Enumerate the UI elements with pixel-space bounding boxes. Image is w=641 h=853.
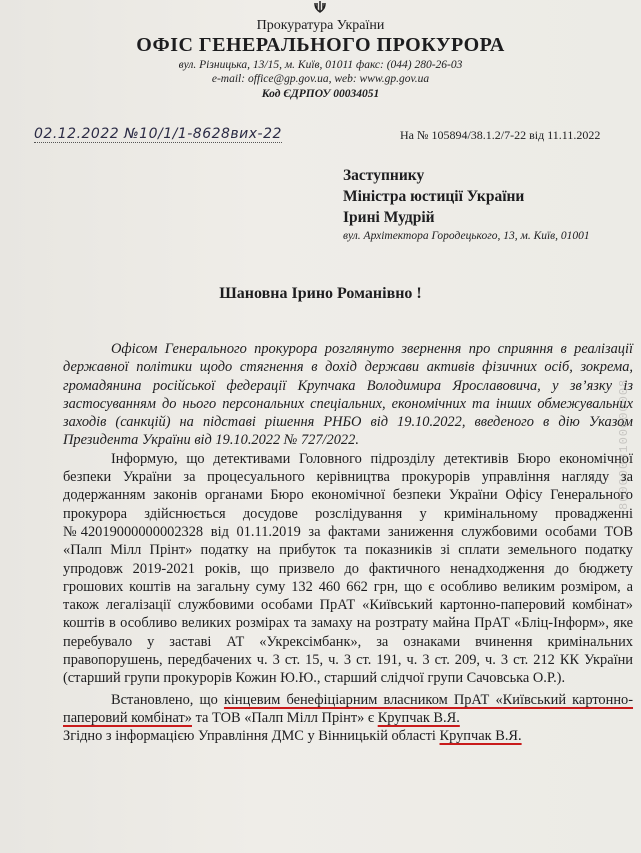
paragraph-3-start: Встановлено, що <box>111 691 224 708</box>
addressee-ministry: Міністра юстиції України <box>343 188 525 205</box>
org-name: Прокуратура України <box>256 18 385 33</box>
highlight-name-2: Крупчак В.Я. <box>439 728 522 745</box>
addressee-name: Ірині Мудрій <box>343 209 435 226</box>
office-title: ОФІС ГЕНЕРАЛЬНОГО ПРОКУРОРА <box>136 34 505 56</box>
office-code: Код ЄДРПОУ 00034051 <box>261 88 380 100</box>
handwritten-outgoing-number: 02.12.2022 №10/1/1-8628вих-22 <box>34 126 282 142</box>
reference-number: На № 105894/38.1.2/7-22 від 11.11.2022 <box>400 128 601 142</box>
paragraph-1: Офісом Генерального прокурора розглянуто звернення про сприяння в реалізації державної політики щодо стягнення в дохід держави активів фізичних осіб, зокрема, громадянина російської федерації Крупчака Володимира Ярославовича, у зв’язку із застосуванням до нього персональних спеціальних, економічних та інших обмежувальних заходів (санкцій) на підставі рішення РНБО від 19.10.2022, введеного в дію Указом Президента України від 19.10.2022 № 727/2022. <box>63 341 633 449</box>
salutation: Шановна Ірино Романівно ! <box>219 285 422 302</box>
paragraph-3 <box>63 691 633 746</box>
highlight-beneficiary: кінцевим бенефіціарним власником ПрАТ «Київський картонно-паперовий комбінат» <box>63 691 634 726</box>
trident-emblem-icon <box>311 0 329 14</box>
letter-body <box>63 340 633 746</box>
paragraph-2: Інформую, що детективами Головного підрозділу детективів Бюро економічної безпеки України за процесуального керівництва прокурорів управління нагляду за додержанням законів органами Бюро економічної безпеки України Офісу Генерального прокурора здійснюється досудове розслідування у кримінальному провадженні №42019000000002328 від 01.11.2019 за фактами заниження службовими особами ТОВ «Палп Мілл Прінт» податку на прибуток та показників зі сплати земельного податку упродовж 2019-2021 років, що призвело до фактичного ненадходження до бюджету грошових коштів на загальну суму 132 460 662 грн, що є особливо великим розміром, а також легалізації службовими особами ПрАТ «Київський картонно-паперовий комбінат» коштів в особливо великих розмірах та замаху на розтрату майна ПрАТ «Бліц-Інформ», яке перебувало у заставі АТ «Укрексімбанк», за ознаками вчинення кримінальних правопорушень, передбачених ч. 3 ст. 15, ч. 3 ст. 191, ч. 3 ст. 209, ч. 3 ст. 212 КК України (старший групи прокурорів Кожин Ю.Ю., старший слідчої групи Сачовська О.Р.). <box>63 450 633 687</box>
office-address: вул. Різницька, 13/15, м. Київ, 01011 факс: (044) 280-26-03 <box>178 59 463 71</box>
addressee-address: вул. Архітектора Городецького, 13, м. Київ, 01001 <box>343 230 590 242</box>
addressee-title: Заступнику <box>343 167 425 184</box>
office-contacts: e-mail: office@gp.gov.ua, web: www.gp.gov.ua <box>211 73 430 85</box>
paragraph-3-mid: та ТОВ «Палп Мілл Прінт» є <box>191 709 378 726</box>
paragraph-3-line2: Згідно з інформацією Управління ДМС у Вінницькій області <box>63 728 440 745</box>
highlight-name-1: Крупчак В.Я. <box>377 709 460 726</box>
addressee-block <box>343 165 524 228</box>
bleed-through-text: 8000008100000008 <box>617 378 631 510</box>
